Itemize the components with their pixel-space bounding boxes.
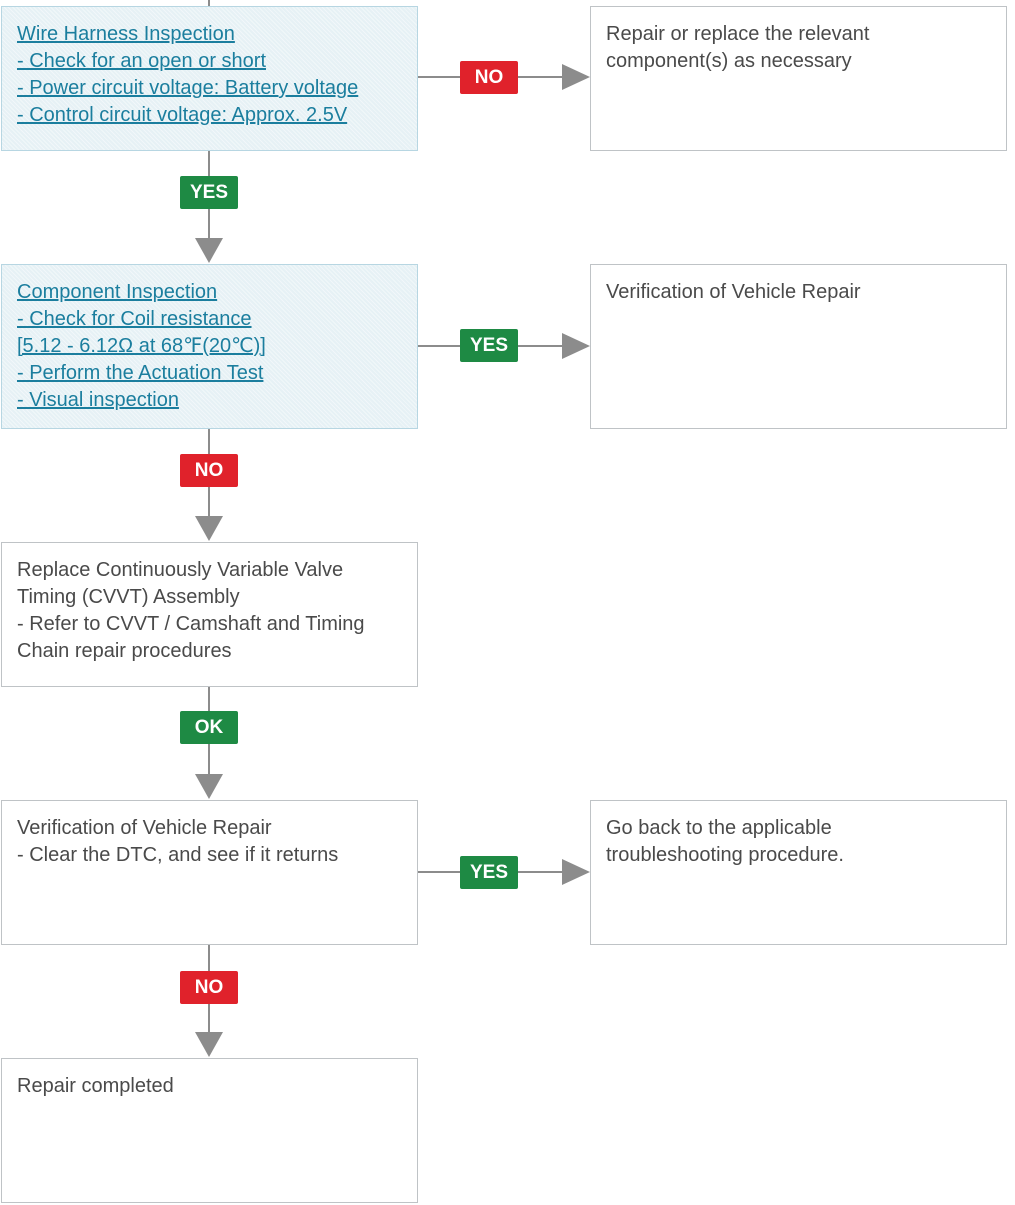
- yes-badge-component: YES: [460, 329, 518, 362]
- replace-cvvt-text-1: Replace Continuously Variable Valve: [17, 559, 344, 581]
- verification-repair-text: Verification of Vehicle Repair: [606, 281, 861, 303]
- no-badge-component: NO: [180, 454, 238, 487]
- coil-resistance-spec-link[interactable]: [5.12 - 6.12Ω at 68℉(20℃)]: [17, 335, 266, 357]
- repair-completed-text: Repair completed: [17, 1075, 174, 1097]
- actuation-test-link[interactable]: - Perform the Actuation Test: [17, 362, 264, 384]
- arrow-down-2: [195, 516, 223, 541]
- replace-cvvt-text-2: Timing (CVVT) Assembly: [17, 586, 240, 608]
- replace-cvvt-text-4: Chain repair procedures: [17, 640, 232, 662]
- go-back-text-1: Go back to the applicable: [606, 817, 832, 839]
- component-inspection-link[interactable]: Component Inspection: [17, 281, 218, 303]
- repair-replace-box: [590, 6, 1007, 151]
- arrow-right-1: [562, 64, 590, 90]
- clear-dtc-text: - Clear the DTC, and see if it returns: [17, 844, 339, 866]
- wire-harness-inspection-link[interactable]: Wire Harness Inspection: [17, 23, 235, 45]
- arrow-right-2: [562, 333, 590, 359]
- replace-cvvt-text-3: - Refer to CVVT / Camshaft and Timing: [17, 613, 365, 635]
- check-open-short-link[interactable]: - Check for an open or short: [17, 50, 267, 72]
- no-badge-wire-harness: NO: [460, 61, 518, 94]
- visual-inspection-link[interactable]: - Visual inspection: [17, 389, 179, 411]
- arrow-down-4: [195, 1032, 223, 1057]
- replace-cvvt-box: [1, 542, 418, 687]
- yes-badge-wire-harness: YES: [180, 176, 238, 209]
- arrow-down-1: [195, 238, 223, 263]
- yes-badge-verification: YES: [460, 856, 518, 889]
- ok-badge-replace: OK: [180, 711, 238, 744]
- repair-completed-box: [1, 1058, 418, 1203]
- wire-harness-inspection-box: [1, 6, 418, 151]
- verification-repair-box-1: [590, 264, 1007, 429]
- repair-replace-text-1: Repair or replace the relevant: [606, 23, 870, 45]
- coil-resistance-link[interactable]: - Check for Coil resistance: [17, 308, 252, 330]
- control-circuit-voltage-link[interactable]: - Control circuit voltage: Approx. 2.5V: [17, 104, 348, 126]
- arrow-down-3: [195, 774, 223, 799]
- go-back-box: [590, 800, 1007, 945]
- verification-repair-title: Verification of Vehicle Repair: [17, 817, 272, 839]
- no-badge-verification: NO: [180, 971, 238, 1004]
- repair-replace-text-2: component(s) as necessary: [606, 50, 852, 72]
- verification-repair-box-2: [1, 800, 418, 945]
- power-circuit-voltage-link[interactable]: - Power circuit voltage: Battery voltage: [17, 77, 359, 99]
- go-back-text-2: troubleshooting procedure.: [606, 844, 844, 866]
- component-inspection-box: [1, 264, 418, 429]
- arrow-right-3: [562, 859, 590, 885]
